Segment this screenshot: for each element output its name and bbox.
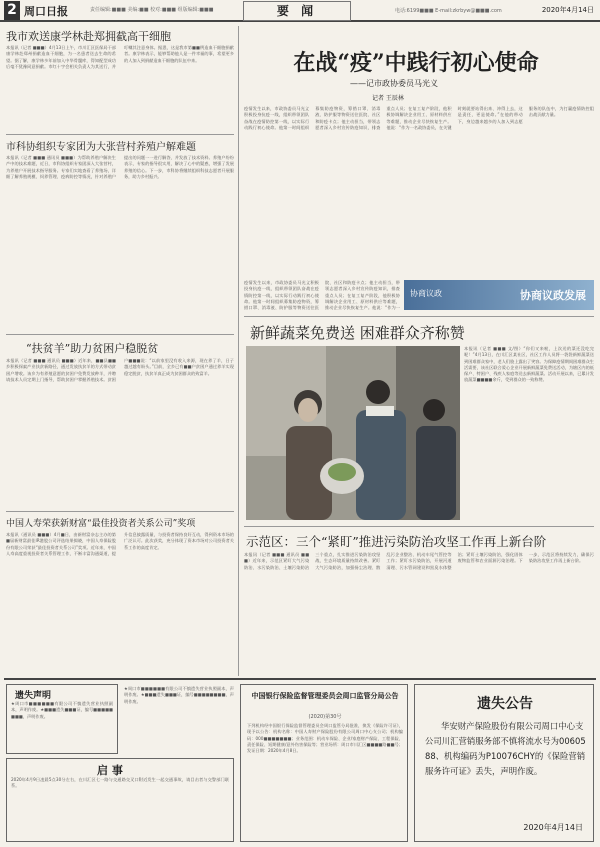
- main-subheadline: ——记市政协委员马光义: [350, 79, 438, 88]
- announcement-title: 启 事: [97, 764, 123, 777]
- masthead-date: 2020年4月14日: [541, 6, 594, 14]
- lost-notice-small-text: ★周口市■■■■■■有限公司不慎遗失营业执照副本，声明作废。★■■■遗失■■■证，编号■■■■■■■■，声明作废。: [11, 701, 113, 719]
- news-photo-illustration: [246, 346, 460, 520]
- regulator-notice-text: 下列机构经中国银行保险监督管理委员会周口监管分局批准，换发《保险许可证》，现予以公告：机构名称：中国人寿财产保险股份有限公司周口中心支公司；机构编码：000■■■■■■■；业务范围：机动车保险、企业/家庭财产保险、工程保险、责任保险、短期健康/意外伤害保险等；营业场所：周口市川汇区■■■■路■■号；发证日期：2020年4月8日。: [247, 723, 403, 754]
- lost-notice-large-title: 遗失公告: [477, 696, 533, 712]
- main-article-continued: 疫情发生以来，市政协委员马光义积极投身抗疫一线，组织带领团队奋战在疫情防控第一线，以实际行动践行初心使命。他第一时间组织募集防疫物资，筹措口罩、消毒液、防护服等物资送往医院、社区和防疫卡点；他主动担当，带领志愿者深入乡村宣传防疫知识，排查重点人员；在复工复产阶段，他积极协调解决企业用工、原材料供应等难题，推动企业尽快恢复生产。他说：“作为一: [244, 280, 400, 311]
- article-3-body: 本报讯（记者 ■■■ 通讯员 ■■■）近年来，■■县■■乡积极探索产业扶贫新路径，通过发放扶贫羊的方式带动贫困户增收。该乡为有养殖意愿的贫困户免费发放种羊，并聘请技术人员定期上门指导，帮助贫困户掌握养殖技术。贫困户■■■说：“以前家里没有收入来源，现在养了羊，日子越过越有盼头。”目前，全乡已有■■户贫困户通过养羊实现稳定脱贫，扶贫羊真正成为贫困群众的致富羊。: [6, 358, 234, 382]
- article-1-body: 本报讯（记者 ■■■）4月13日上午，市川汇区医保局干部康学林赴郑州捐献造血干细胞，为一名患者送去生命的希望。据了解，康学林多年前加入中华骨髓库，得知配型成功后毫不犹豫同意捐献。市红十字会相关负责人为其送行，并叮嘱其注意身体。据悉，这是我市第■■例造血干细胞捐献者。康学林表示，能够帮助他人是一件幸福的事，希望更多的人加入到捐献造血干细胞的队伍中来。: [6, 45, 234, 69]
- banner-label-right: 协商议政发展: [520, 289, 586, 302]
- divider: [6, 334, 234, 335]
- veg-headline: 新鲜蔬菜免费送 困难群众齐称赞: [250, 324, 465, 342]
- divider: [6, 134, 234, 135]
- news-photo: [246, 346, 460, 520]
- section-title: 要 闻: [243, 1, 351, 21]
- lost-notice-small-title: 遗失声明: [15, 691, 52, 701]
- lost-notice-large: [414, 684, 594, 842]
- main-headline: 在战“疫”中践行初心使命: [293, 50, 539, 76]
- lost-notice-large-text: 华安财产保险股份有限公司周口中心支公司川汇营销服务部不慎将流水号为0060588、机构编码为P10076CHY的《保险营销服务许可证》丢失，声明作废。: [425, 721, 586, 776]
- divider: [244, 526, 594, 527]
- demo-article-body: 本报讯（记者 ■■■ 通讯员 ■■■）近年来，示范区紧盯大气污染防治、水污染防治、土壤污染防治三个重点，扎实推进污染防治攻坚战，生态环境质量持续改善。紧盯大气污染防治，加强扬尘治理、散乱污企业整治、机动车尾气管控等工作；紧盯水污染防治，开展河道清理、污水管网建设和黑臭水体整治；紧盯土壤污染防治，强化固体废物监管和农业面源污染治理。下一步，示范区将持续发力，确保污染防治攻坚工作再上新台阶。: [244, 552, 594, 570]
- announcement-box: [6, 758, 234, 842]
- main-article-body: 疫情发生以来，市政协委员马光义积极投身抗疫一线，组织带领团队奋战在疫情防控第一线，以实际行动践行初心使命。他第一时间组织募集防疫物资，筹措口罩、消毒液、防护服等物资送往医院、社区和防疫卡点；他主动担当，带领志愿者深入乡村宣传防疫知识，排查重点人员；在复工复产阶段，他积极协调解决企业用工、原材料供应等难题，推动企业尽快恢复生产。他说：“作为一名政协委员，在关键时刻就要站得出来、冲得上去，这是责任，更是使命。”在他的带动下，身边越来越多的人加入到志愿服务的队伍中，为打赢疫情防控阻击战贡献力量。: [244, 106, 594, 130]
- banner-label-left: 协商议政: [410, 289, 442, 298]
- headline-1: 我市欢送康学林赴郑拥截高干细胞: [6, 30, 171, 43]
- page-number: 2: [4, 1, 20, 20]
- lost-notice-large-date: 2020年4月14日: [523, 823, 583, 832]
- headline-4: 中国人寿荣获新财富“最佳投资者关系公司”奖项: [6, 519, 196, 529]
- masthead: [0, 0, 600, 22]
- notice-mid-text: ★周口市■■■■■■有限公司不慎遗失营业执照副本，声明作废。★■■■遗失■■■证，编号■■■■■■■■，声明作废。: [124, 686, 234, 704]
- column-divider: [238, 26, 239, 676]
- divider: [6, 511, 234, 512]
- veg-article-body: 本报讯（记者 ■■■ 文/图）“你们又来啦，上次送的菜还没吃完呢！”4月13日，在川汇区某社区，社区工作人员将一袋袋新鲜蔬菜送到困难群众家中，老人们脸上露出了笑容。为保障疫情期间困难群众生活需要，该社区联合爱心企业开展新鲜蔬菜免费送活动，为辖区内的低保户、特困户、残疾人家庭等送去新鲜蔬菜。活动开展以来，已累计发放蔬菜■■■■余斤，受到群众的一致称赞。: [464, 346, 594, 383]
- section-banner: [404, 280, 594, 310]
- article-4-body: 本报讯（通讯员 ■■■）4月■日，由新财富杂志主办的第■届新财富最佳IR港股公司评选结果揭晓，中国人寿保险股份有限公司荣获“最佳投资者关系公司”奖项。近年来，中国人寿高度重视投资者关系管理工作，不断丰富沟通渠道，提升信息披露质量，与投资者保持良好互动，得到资本市场的广泛认可。此次获奖，充分体现了资本市场对公司投资者关系工作的高度肯定。: [6, 532, 234, 556]
- main-reporter: 记者 王辰林: [372, 95, 404, 102]
- bottom-divider: [4, 678, 596, 680]
- regulator-notice-code: (2020)第30号: [308, 714, 342, 720]
- paper-name: 周口日报: [24, 5, 68, 18]
- announcement-text: 2020年4月9日凌晨5点30分左右，在川汇区七一路与交通路交叉口附近发生一起交通事故，请目击者与交警部门联系。: [11, 777, 229, 789]
- headline-2: 市科协组织专家团为大张营村养殖户解难题: [6, 142, 196, 153]
- regulator-notice-title: 中国银行保险监督管理委员会周口监管分局公告: [251, 691, 399, 700]
- masthead-meta-right: 电话:6199■■■ E-mail:zkrbyw@■■■.com: [395, 8, 502, 14]
- headline-3: “扶贫羊”助力贫困户稳脱贫: [26, 342, 159, 355]
- lost-notice-small: [6, 684, 118, 754]
- demo-headline: 示范区：三个“紧盯”推进污染防治攻坚工作再上新台阶: [246, 534, 547, 549]
- regulator-notice-box: [240, 684, 408, 842]
- divider: [244, 316, 594, 317]
- masthead-meta-left: 责任编辑:■■■ 美编:■■ 校对:■■■ 组版编辑:■■■: [90, 7, 214, 13]
- article-2-body: 本报讯（记者 ■■■ 通讯员 ■■■）为帮助养殖户解决生产中的技术难题，近日，市科协组织专家团深入大张营村，为养殖户开展技术指导服务。专家们实地查看了养殖场，详细了解养殖规模、饲养管理、疫病防控等情况，针对养殖户提出的问题一一进行解答，并发放了技术资料。养殖户纷纷表示，专家的指导很实用，解决了心中的疑惑，增强了发展养殖的信心。下一步，市科协将继续组织科技志愿者开展服务，助力乡村振兴。: [6, 155, 234, 179]
